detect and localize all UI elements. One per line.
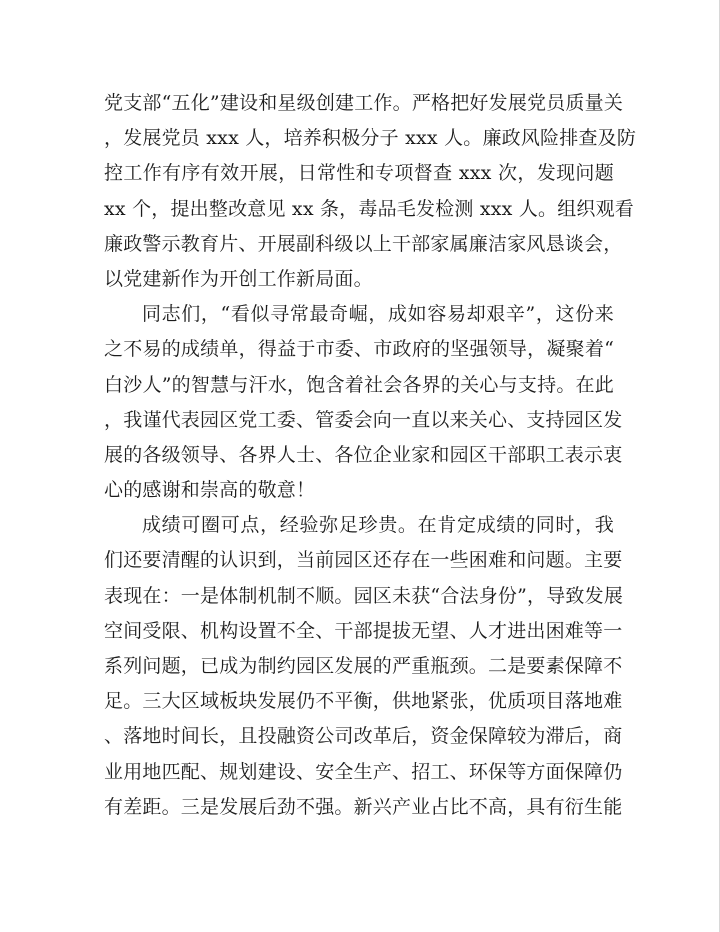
paragraph-problems — [104, 508, 624, 825]
text-line: 党支部“五化”建设和星级创建工作。严格把好发展党员质量关 — [104, 92, 624, 114]
text-line: 们还要清醒的认识到，当前园区还存在一些困难和问题。主要 — [104, 549, 623, 572]
text-line: 之不易的成绩单，得益于市委、市政府的坚强领导，凝聚着“ — [104, 338, 614, 361]
text-line: 成绩可圈可点，经验弥足珍贵。在肯定成绩的同时，我 — [142, 514, 614, 537]
text-line: 足。三大区域板块发展仍不平衡，供地紧张，优质项目落地难 — [104, 690, 623, 713]
text-line: 白沙人”的智慧与汗水，饱含着社会各界的关心与支持。在此 — [104, 373, 614, 396]
text-line: 心的感谢和崇高的敬意！ — [104, 479, 316, 502]
text-line: xx 个，提出整改意见 xx 条，毒品毛发检测 xxx 人。组织观看 — [104, 197, 635, 220]
text-line: 控工作有序有效开展，日常性和专项督查 xxx 次，发现问题 — [104, 162, 614, 185]
paragraph-party-building — [104, 86, 637, 297]
text-line: ，发展党员 xxx 人，培养积极分子 xxx 人。廉政风险排查及防 — [104, 127, 637, 150]
text-line: 表现在：一是体制机制不顺。园区未获“合法身份”，导致发展 — [104, 584, 624, 607]
text-line: 同志们，“看似寻常最奇崛，成如容易却艰辛”，这份来 — [142, 303, 614, 326]
text-line: ，我谨代表园区党工委、管委会向一直以来关心、支持园区发 — [104, 408, 623, 431]
text-line: 空间受限、机构设置不全、干部提拔无望、人才进出困难等一 — [104, 619, 623, 642]
text-line: 廉政警示教育片、开展副科级以上干部家属廉洁家风恳谈会， — [104, 232, 623, 255]
text-line: 以党建新作为开创工作新局面。 — [104, 267, 373, 290]
paragraph-acknowledgement — [104, 297, 623, 508]
text-line: 系列问题，已成为制约园区发展的严重瓶颈。二是要素保障不 — [104, 655, 623, 677]
text-line: 、落地时间长，且投融资公司改革后，资金保障较为滞后，商 — [104, 725, 623, 748]
text-line: 业用地匹配、规划建设、安全生产、招工、环保等方面保障仍 — [104, 760, 623, 783]
document-body — [104, 86, 637, 825]
text-line: 有差距。三是发展后劲不强。新兴产业占比不高，具有衍生能 — [104, 795, 623, 818]
text-line: 展的各级领导、各界人士、各位企业家和园区干部职工表示衷 — [104, 443, 623, 466]
